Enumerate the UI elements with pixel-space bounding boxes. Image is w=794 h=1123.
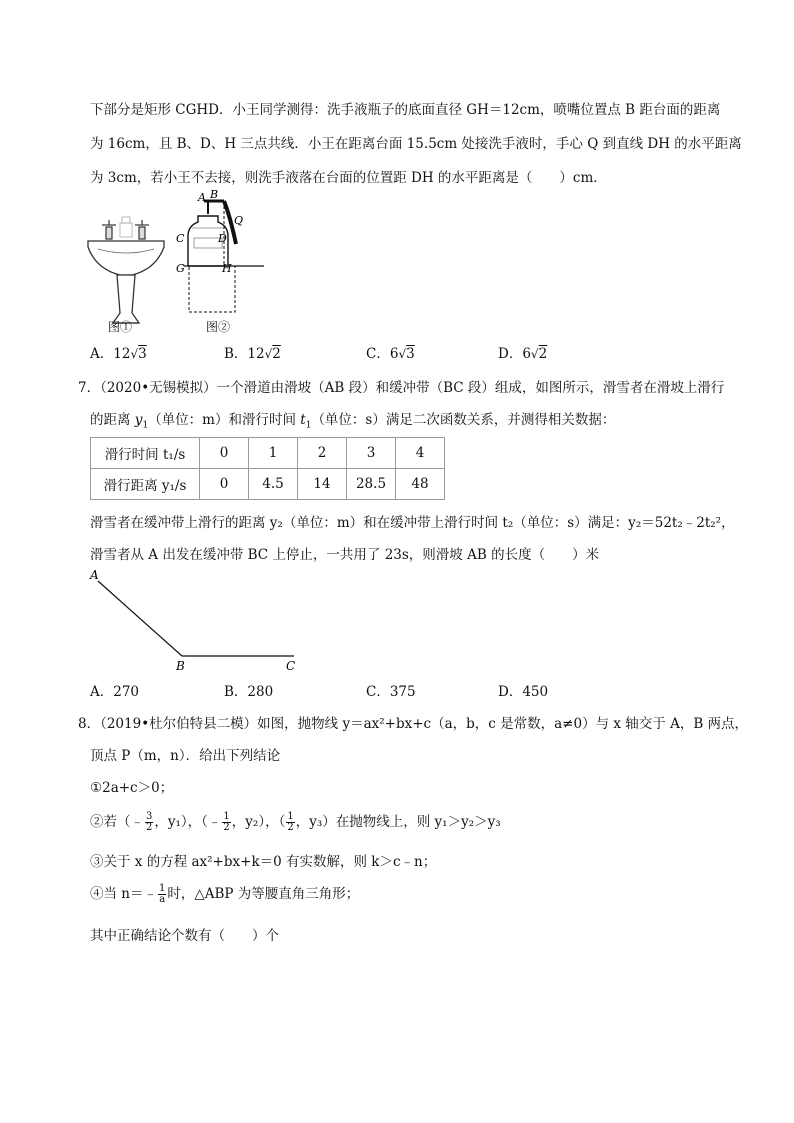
- figure-soap-bottle: [172, 188, 272, 316]
- table-header-distance: 滑行距离 y₁/s: [91, 469, 200, 500]
- fig-point-a: A: [90, 568, 99, 582]
- sqrt-symbol: √: [264, 347, 273, 361]
- table-header-time: 滑行时间 t₁/s: [91, 438, 200, 469]
- q7-text-line2: 的距离 $y_1$（单位：m）和滑行时间 $t_1$（单位：s）满足二次函数关系，并测得相关数据：: [90, 412, 616, 431]
- q6-text-line1: 下部分是矩形 CGHD．小王同学测得：洗手液瓶子的底面直径 GH＝12cm，喷嘴位置点 B 距台面的距离: [90, 102, 721, 118]
- q8-text-line1: 8．（2019•杜尔伯特县二模）如图，抛物线 y＝ax²+bx+c（a，b，c 是常数，a≠0）与 x 轴交于 A，B 两点，: [78, 716, 749, 732]
- table-cell: 3: [347, 438, 396, 469]
- fig-point-c: C: [286, 659, 296, 673]
- fig2-point-d: D: [218, 232, 227, 245]
- fig2-point-g: G: [176, 262, 185, 275]
- fig2-point-q: Q: [234, 214, 244, 227]
- table-cell: 4: [396, 438, 445, 469]
- sqrt-symbol: √: [530, 347, 539, 361]
- fig2-label: 图②: [206, 320, 231, 334]
- q7-option-c[interactable]: C．375: [366, 684, 416, 700]
- q6-option-c[interactable]: C．6√3: [366, 346, 415, 362]
- q7-text-line4: 滑雪者从 A 出发在缓冲带 BC 上停止，一共用了 23s，则滑坡 AB 的长度（ ）米: [90, 547, 600, 563]
- q7-data-table: [90, 437, 445, 500]
- sqrt-symbol: √: [398, 347, 407, 361]
- q6-option-b[interactable]: B．12√2: [224, 346, 281, 362]
- q8-text-line2: 顶点 P（m，n）．给出下列结论: [90, 748, 281, 764]
- table-row: [91, 438, 445, 469]
- q6-option-d[interactable]: D．6√2: [498, 346, 548, 362]
- q8-question: 其中正确结论个数有（ ）个: [90, 928, 279, 944]
- table-cell: 4.5: [249, 469, 298, 500]
- q8-conclusion-3: ③关于 x 的方程 ax²+bx+k＝0 有实数解，则 k＞c﹣n；: [90, 854, 437, 870]
- q8-conclusion-1: ①2a+c＞0；: [90, 780, 174, 796]
- q7-option-a[interactable]: A．270: [90, 684, 140, 700]
- table-cell: 0: [200, 469, 249, 500]
- q7-text-line3: 滑雪者在缓冲带上滑行的距离 y₂（单位：m）和在缓冲带上滑行时间 t₂（单位：s）满足：y₂＝52t₂﹣2t₂²，: [90, 515, 735, 531]
- fig2-point-h: H: [222, 262, 232, 275]
- fig1-label: 图①: [108, 320, 133, 334]
- q7-option-d[interactable]: D．450: [498, 684, 549, 700]
- fig-point-b: B: [176, 659, 185, 673]
- table-cell: 48: [396, 469, 445, 500]
- q6-option-a[interactable]: A．12√3: [90, 346, 147, 362]
- figure-washbasin: [84, 205, 170, 335]
- fig2-point-c: C: [176, 232, 185, 245]
- q7-option-b[interactable]: B．280: [224, 684, 274, 700]
- table-cell: 14: [298, 469, 347, 500]
- table-cell: 28.5: [347, 469, 396, 500]
- fig2-point-a: A: [198, 191, 206, 204]
- fig2-point-b: B: [210, 188, 219, 201]
- table-cell: 1: [249, 438, 298, 469]
- q8-conclusion-2: ②若（﹣ $\frac{3}{2}$ ，y₁），（﹣ $\frac{1}{2}$ ，y₂），（ $\frac{1}{2}$ ，y₃）在抛物线上，则 y₁＞y₂＞y₃: [90, 811, 501, 833]
- q8-conclusion-4: ④当 n＝﹣ $\frac{1}{a}$ 时，△ABP 为等腰直角三角形；: [90, 883, 360, 905]
- table-row: [91, 469, 445, 500]
- q6-text-line3: 为 3cm，若小王不去接，则洗手液落在台面的位置距 DH 的水平距离是（ ）cm．: [90, 170, 607, 186]
- q6-text-line2: 为 16cm，且 B、D、H 三点共线．小王在距离台面 15.5cm 处接洗手液时，手心 Q 到直线 DH 的水平距离: [90, 136, 742, 152]
- q7-text-line1: 7．（2020•无锡模拟）一个滑道由滑坡（AB 段）和缓冲带（BC 段）组成，如图所示，滑雪者在滑坡上滑行: [78, 380, 725, 396]
- table-cell: 0: [200, 438, 249, 469]
- figure-slide: [86, 566, 306, 676]
- sqrt-symbol: √: [130, 347, 139, 361]
- table-cell: 2: [298, 438, 347, 469]
